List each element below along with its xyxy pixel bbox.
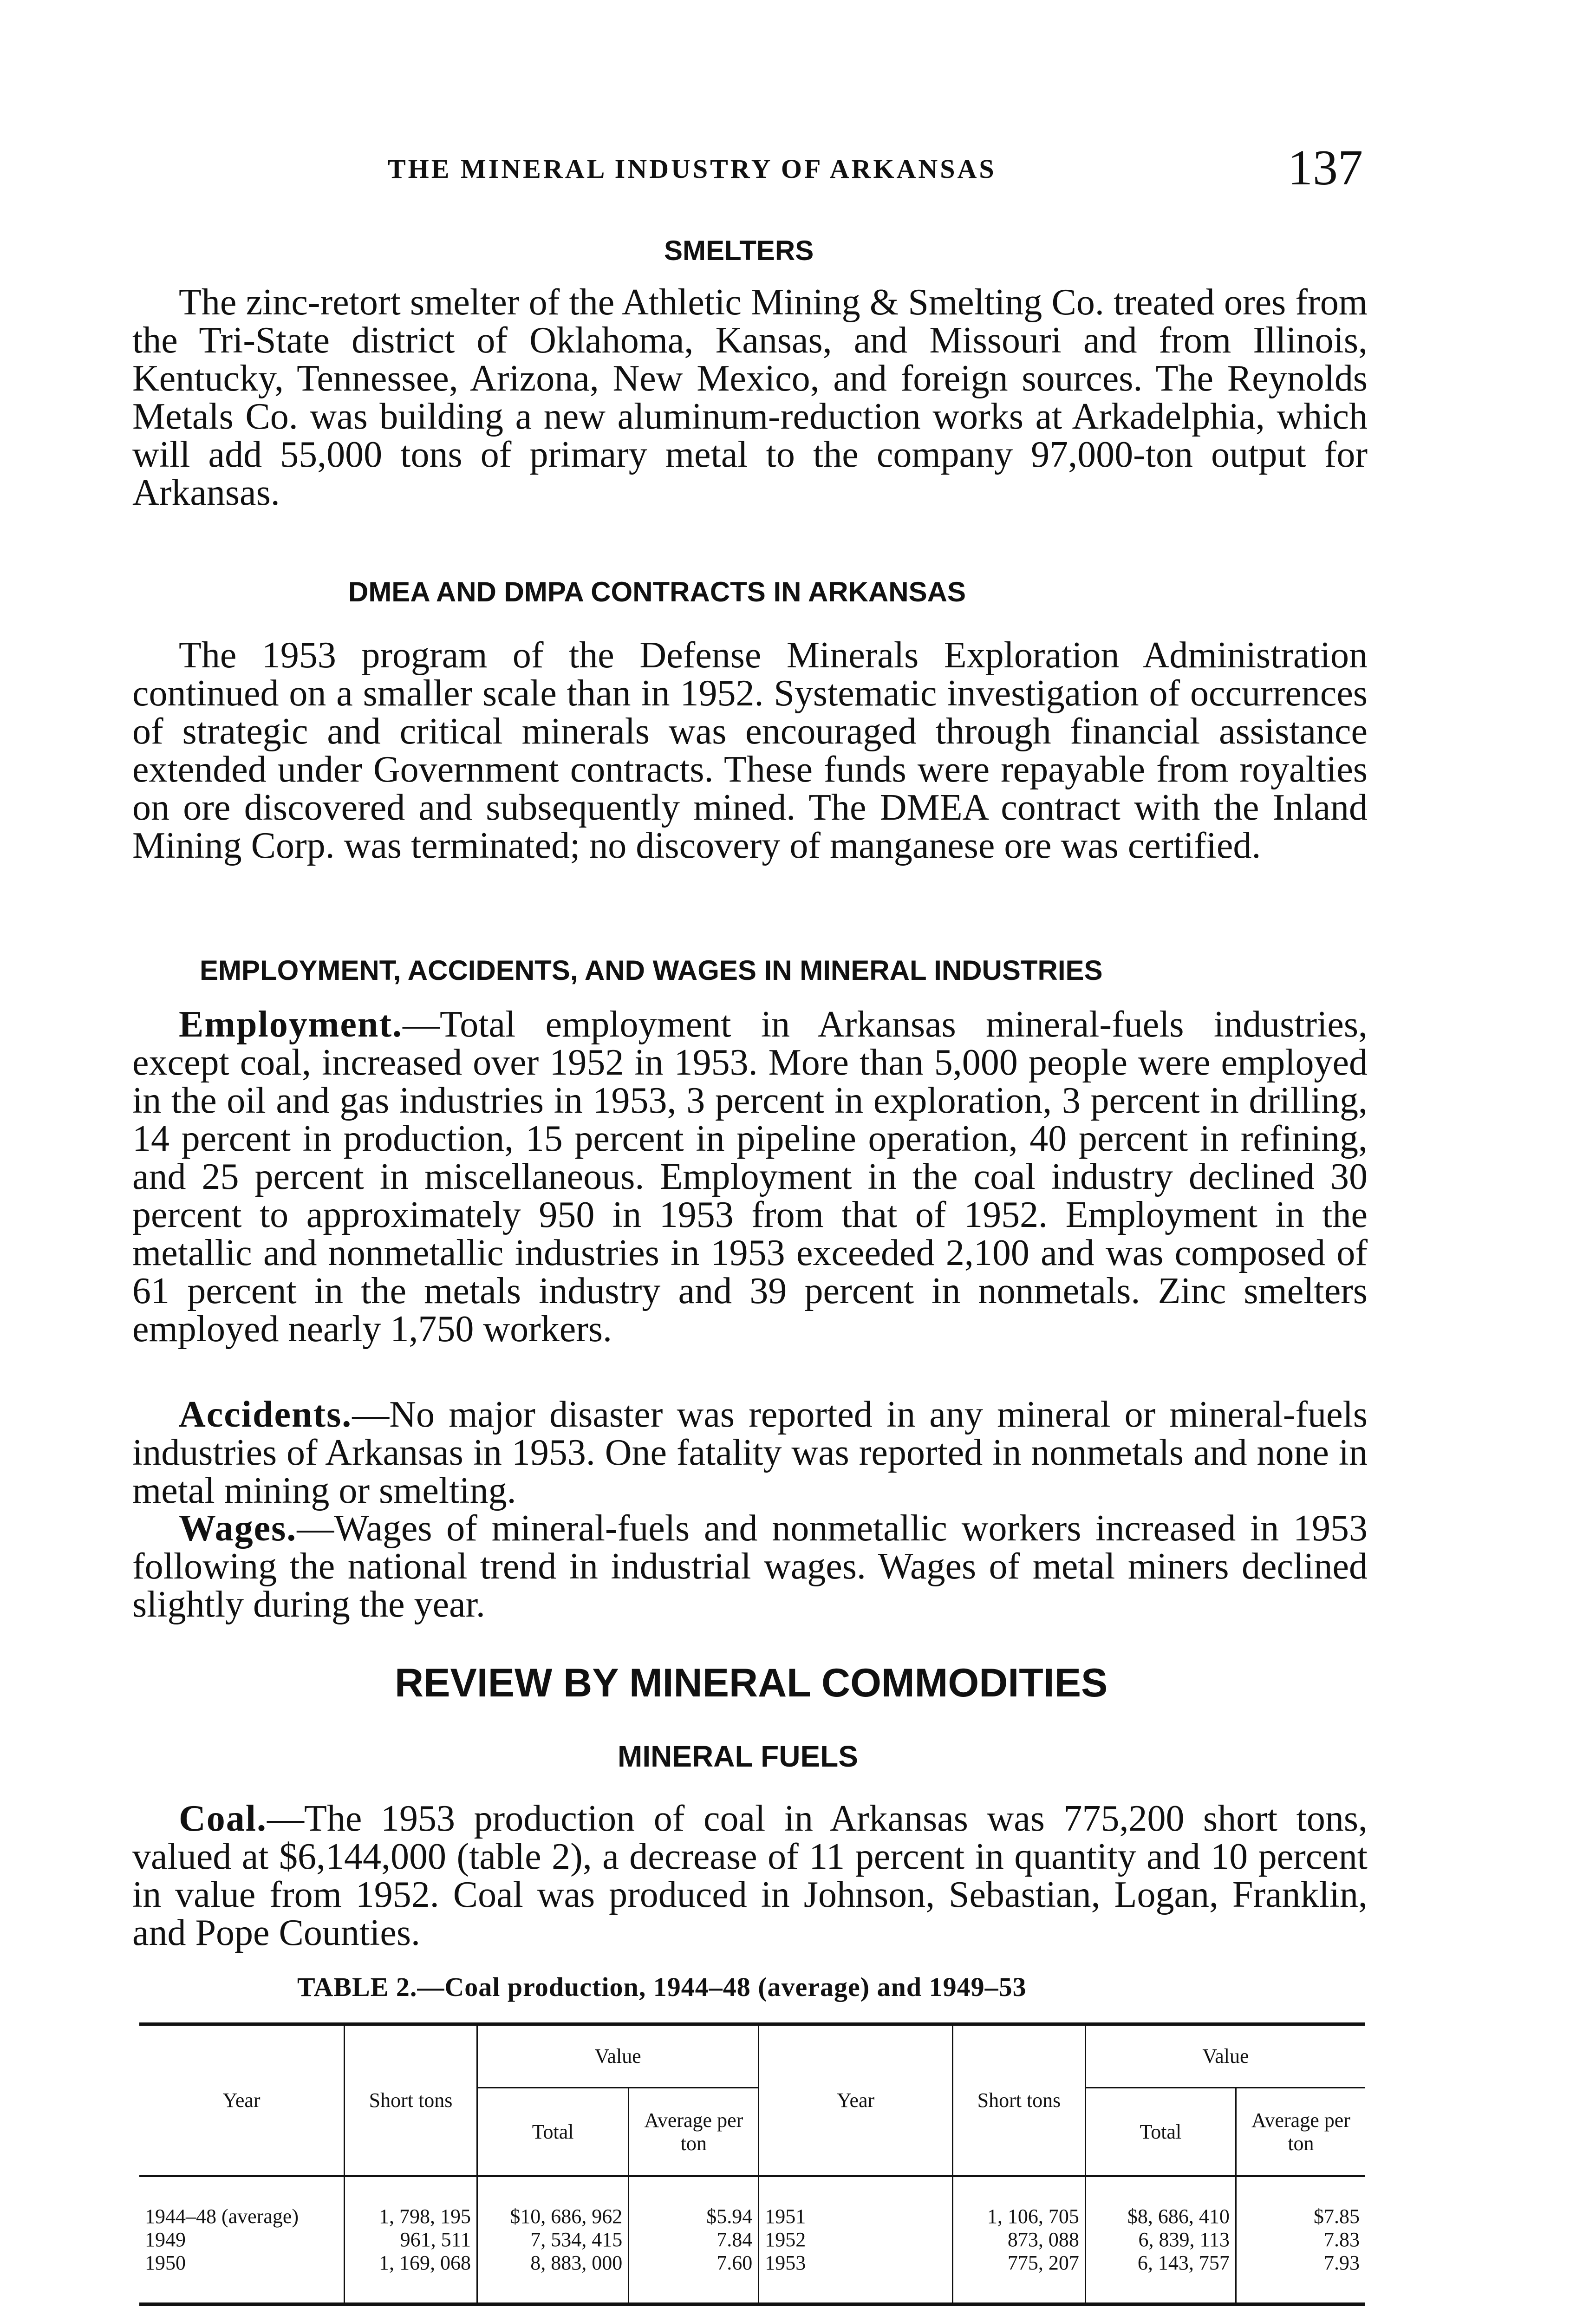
cell-average: 7.60 bbox=[629, 2251, 759, 2304]
cell-tons: 1, 106, 705 bbox=[953, 2176, 1086, 2228]
cell-year: 1951 bbox=[759, 2176, 953, 2228]
paragraph-coal bbox=[132, 1800, 1368, 1952]
cell-average: 7.93 bbox=[1236, 2251, 1365, 2304]
coal-lead: Coal. bbox=[179, 1798, 267, 1839]
coal-text: —The 1953 production of coal in Arkansas was 775,200 short tons, valued at $6,144,000 (table 2), a decrease of 11 percent in quantity and 10 percent in value from 1952. Coal was produced in Johnson, Sebastian, Logan, Franklin, and Pope Counties. bbox=[132, 1798, 1368, 1953]
running-header bbox=[388, 139, 1363, 195]
cell-total: 6, 143, 757 bbox=[1085, 2251, 1236, 2304]
table-row bbox=[139, 2251, 1365, 2304]
cell-year: 1952 bbox=[759, 2228, 953, 2251]
paragraph-wages bbox=[132, 1509, 1368, 1624]
wages-lead: Wages. bbox=[179, 1508, 297, 1549]
paragraph-accidents bbox=[132, 1396, 1368, 1510]
cell-year: 1949 bbox=[145, 2228, 186, 2251]
table-row bbox=[139, 2228, 1365, 2251]
running-title: THE MINERAL INDUSTRY OF ARKANSAS bbox=[388, 154, 997, 184]
accidents-lead: Accidents. bbox=[179, 1394, 352, 1435]
header-short-tons-left: Short tons bbox=[345, 2024, 477, 2177]
accidents-text: —No major disaster was reported in any mineral or mineral-fuels industries of Arkansas in 1953. One fatality was reported in nonmetals and none in metal mining or smelting. bbox=[132, 1394, 1368, 1511]
table-caption: TABLE 2.—Coal production, 1944–48 (average) and 1949–53 bbox=[297, 1972, 1027, 2002]
section-heading-employment: EMPLOYMENT, ACCIDENTS, AND WAGES IN MINERAL INDUSTRIES bbox=[200, 955, 1103, 986]
cell-tons: 873, 088 bbox=[953, 2228, 1086, 2251]
paragraph-dmea: The 1953 program of the Defense Minerals Exploration Administration continued on a smaller scale than in 1952. Systematic investigation of occurrences of strategic and critical minerals was encouraged through financial assistance extended under Government contracts. These funds were repayable from royalties on ore discovered and subsequently mined. The DMEA contract with the Inland Mining Corp. was terminated; no discovery of manganese ore was certified. bbox=[132, 635, 1368, 866]
section-heading-smelters: SMELTERS bbox=[664, 235, 814, 266]
section-heading-dmea: DMEA AND DMPA CONTRACTS IN ARKANSAS bbox=[348, 576, 966, 607]
paragraph-employment bbox=[132, 1005, 1368, 1348]
cell-tons: 961, 511 bbox=[345, 2228, 477, 2251]
cell-average: $7.85 bbox=[1236, 2176, 1365, 2228]
table-row bbox=[139, 2176, 1365, 2228]
header-average-right: Average per ton bbox=[1236, 2088, 1365, 2177]
cell-year: 1950 bbox=[145, 2251, 186, 2274]
cell-total: $10, 686, 962 bbox=[477, 2176, 628, 2228]
header-value-left: Value bbox=[477, 2024, 758, 2088]
subheading-mineral-fuels: MINERAL FUELS bbox=[618, 1740, 858, 1773]
cell-tons: 1, 169, 068 bbox=[345, 2251, 477, 2304]
cell-tons: 775, 207 bbox=[953, 2251, 1086, 2304]
cell-year: 1944–48 (average) bbox=[145, 2205, 299, 2228]
employment-lead: Employment. bbox=[179, 1004, 403, 1045]
header-total-left: Total bbox=[477, 2088, 628, 2177]
cell-year: 1953 bbox=[759, 2251, 953, 2304]
cell-average: 7.84 bbox=[629, 2228, 759, 2251]
coal-production-table bbox=[139, 2022, 1365, 2306]
cell-tons: 1, 798, 195 bbox=[345, 2176, 477, 2228]
cell-average: 7.83 bbox=[1236, 2228, 1365, 2251]
cell-total: 7, 534, 415 bbox=[477, 2228, 628, 2251]
header-short-tons-right: Short tons bbox=[953, 2024, 1086, 2177]
page-number: 137 bbox=[1288, 140, 1363, 196]
employment-text: —Total employment in Arkansas mineral-fuels industries, except coal, increased over 1952 in 1953. More than 5,000 people were employed in the oil and gas industries in 1953, 3 percent in exploration, 3 percent in drilling, 14 percent in production, 15 percent in pipeline operation, 40 percent in refining, and 25 percent in miscellaneous. Employment in the coal industry declined 30 percent to approximately 950 in 1953 from that of 1952. Employment in the metallic and nonmetallic industries in 1953 exceeded 2,100 and was composed of 61 percent in the metals industry and 39 percent in nonmetals. Zinc smelters employed nearly 1,750 workers. bbox=[132, 1004, 1368, 1350]
paragraph-smelters: The zinc-retort smelter of the Athletic Mining & Smelting Co. treated ores from the Tri-State district of Oklahoma, Kansas, and Missouri and from Illinois, Kentucky, Tennessee, Arizona, New Mexico, and foreign sources. The Reynolds Metals Co. was building a new aluminum-reduction works at Arkadelphia, which will add 55,000 tons of primary metal to the company 97,000-ton output for Arkansas. bbox=[132, 282, 1368, 513]
cell-total: $8, 686, 410 bbox=[1085, 2176, 1236, 2228]
header-value-right: Value bbox=[1085, 2024, 1365, 2088]
header-year-right: Year bbox=[759, 2024, 953, 2177]
cell-total: 6, 839, 113 bbox=[1085, 2228, 1236, 2251]
major-heading-review: REVIEW BY MINERAL COMMODITIES bbox=[395, 1661, 1108, 1705]
cell-total: 8, 883, 000 bbox=[477, 2251, 628, 2304]
header-total-right: Total bbox=[1085, 2088, 1236, 2177]
cell-average: $5.94 bbox=[629, 2176, 759, 2228]
header-average-left: Average per ton bbox=[629, 2088, 759, 2177]
wages-text: —Wages of mineral-fuels and nonmetallic workers increased in 1953 following the national trend in industrial wages. Wages of metal miners declined slightly during the year. bbox=[132, 1508, 1368, 1625]
header-year-left: Year bbox=[222, 2089, 261, 2112]
